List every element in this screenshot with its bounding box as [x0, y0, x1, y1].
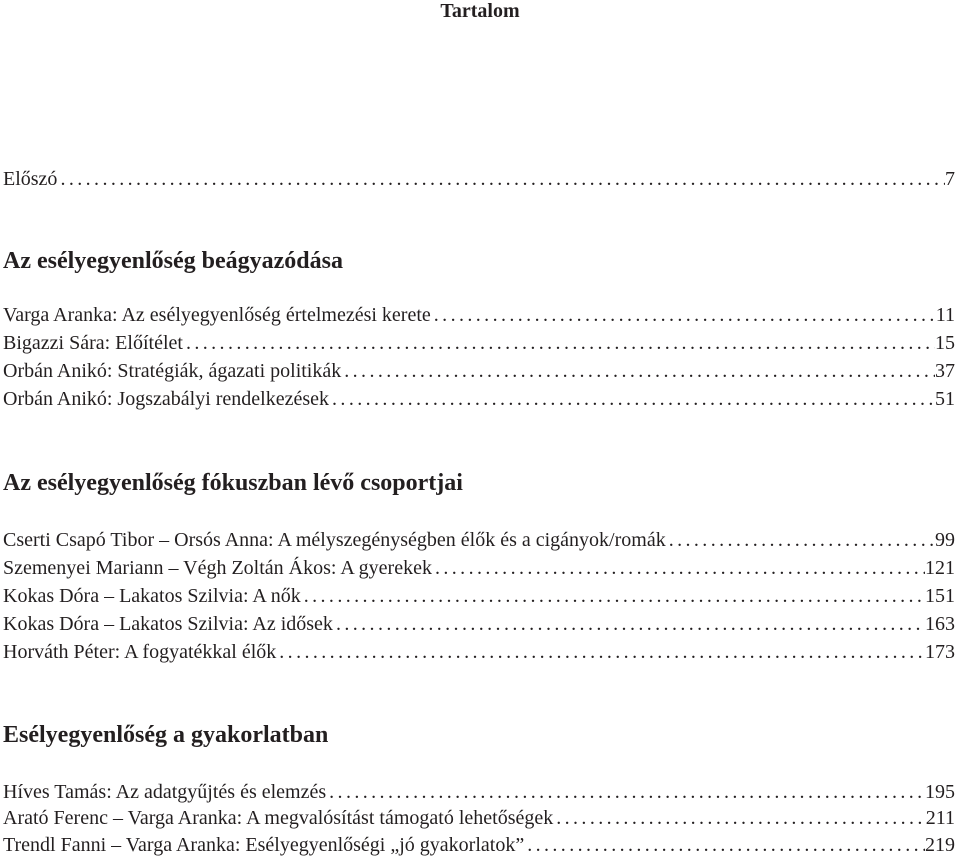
page-title: Tartalom — [440, 0, 520, 22]
toc-entry-title: Bigazzi Sára: Előítélet — [3, 332, 183, 354]
toc-entry[interactable] — [3, 331, 955, 355]
dot-leader — [336, 612, 925, 636]
toc-entry-title: Arató Ferenc – Varga Aranka: A megvalósítást támogató lehetőségek — [3, 807, 554, 829]
toc-entry-title: Orbán Anikó: Stratégiák, ágazati politikák — [3, 360, 342, 382]
dot-leader — [344, 359, 935, 383]
toc-entry[interactable] — [3, 806, 955, 830]
toc-entry-title: Kokas Dóra – Lakatos Szilvia: Az idősek — [3, 613, 333, 635]
dot-leader — [332, 387, 935, 411]
toc-entry-page: 11 — [935, 304, 955, 326]
toc-entry-page: 37 — [935, 360, 955, 382]
toc-entry-preface[interactable] — [3, 167, 955, 191]
toc-entry[interactable] — [3, 780, 955, 804]
dot-leader — [527, 833, 925, 857]
section-heading: Az esélyegyenlőség fókuszban lévő csoportjai — [3, 470, 463, 496]
toc-entry[interactable] — [3, 556, 955, 580]
toc-entry[interactable] — [3, 640, 955, 664]
toc-entry-page: 163 — [925, 613, 955, 635]
toc-entry-page: 151 — [925, 585, 955, 607]
toc-entry[interactable] — [3, 303, 955, 327]
toc-entry-title: Híves Tamás: Az adatgyűjtés és elemzés — [3, 781, 327, 803]
toc-entry[interactable] — [3, 359, 955, 383]
toc-entry-page: 219 — [925, 834, 955, 856]
toc-entry-title: Szemenyei Mariann – Végh Zoltán Ákos: A gyerekek — [3, 557, 432, 579]
toc-entry-title: Horváth Péter: A fogyatékkal élők — [3, 641, 277, 663]
dot-leader — [669, 528, 935, 552]
toc-entry[interactable] — [3, 833, 955, 857]
toc-entry[interactable] — [3, 387, 955, 411]
toc-entry-page: 7 — [945, 168, 955, 190]
toc-entry-title: Előszó — [3, 168, 58, 190]
toc-entry-page: 51 — [935, 388, 955, 410]
toc-entry-page: 195 — [925, 781, 955, 803]
dot-leader — [304, 584, 925, 608]
toc-entry[interactable] — [3, 528, 955, 552]
toc-entry-page: 211 — [925, 807, 955, 829]
toc-entry[interactable] — [3, 612, 955, 636]
toc-entry-page: 173 — [925, 641, 955, 663]
toc-entry-title: Kokas Dóra – Lakatos Szilvia: A nők — [3, 585, 301, 607]
dot-leader — [279, 640, 925, 664]
toc-entry-page: 99 — [935, 529, 955, 551]
dot-leader — [329, 780, 925, 804]
dot-leader — [435, 556, 925, 580]
dot-leader — [186, 331, 935, 355]
toc-entry-title: Orbán Anikó: Jogszabályi rendelkezések — [3, 388, 330, 410]
toc-entry-title: Trendl Fanni – Varga Aranka: Esélyegyenlőségi „jó gyakorlatok” — [3, 834, 525, 856]
toc-entry-title: Varga Aranka: Az esélyegyenlőség értelmezési kerete — [3, 304, 431, 326]
toc-entry-title: Cserti Csapó Tibor – Orsós Anna: A mélyszegénységben élők és a cigányok/romák — [3, 529, 666, 551]
toc-entry-page: 15 — [935, 332, 955, 354]
section-heading: Az esélyegyenlőség beágyazódása — [3, 248, 343, 274]
toc-entry-page: 121 — [925, 557, 955, 579]
dot-leader — [60, 167, 945, 191]
toc-entry[interactable] — [3, 584, 955, 608]
section-heading: Esélyegyenlőség a gyakorlatban — [3, 722, 329, 748]
dot-leader — [434, 303, 936, 327]
dot-leader — [556, 806, 926, 830]
